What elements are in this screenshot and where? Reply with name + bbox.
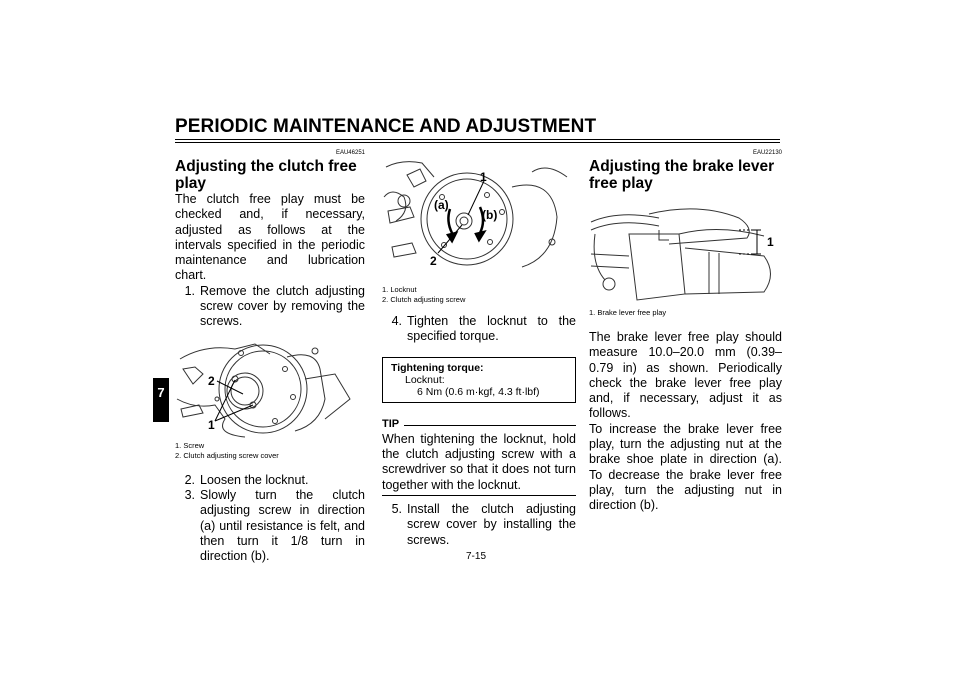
brake-paragraph-1: The brake lever free play should measure 10.0–20.0 mm (0.39–0.79 in) as shown. Periodically check the brake lever free play and, if necessary, adjust it as follows. <box>589 330 782 421</box>
clutch-cover-illustration <box>175 339 365 439</box>
torque-title: Tightening torque: <box>391 361 484 374</box>
column-brake <box>589 150 782 514</box>
figure-caption <box>382 285 576 305</box>
callout-2: 2 <box>208 373 215 388</box>
tip-rule <box>404 425 576 426</box>
brake-paragraph-2: To increase the brake lever free play, turn the adjusting nut at the brake shoe plate in direction (a). To decrease the brake lever free play, turn the adjusting nut in direction (b). <box>589 421 782 513</box>
page-header-title: PERIODIC MAINTENANCE AND ADJUSTMENT <box>175 116 597 137</box>
step-number: 4. <box>391 314 402 328</box>
tip-end-rule <box>382 495 576 496</box>
label-direction-a: (a) <box>434 198 449 212</box>
callout-1: 1 <box>480 170 487 184</box>
step-number: 1. <box>184 283 195 298</box>
step-item <box>382 314 576 345</box>
caption-line: 1. Screw <box>175 440 205 450</box>
step-item <box>175 284 365 330</box>
section-title-clutch: Adjusting the clutch free play <box>175 158 357 192</box>
tip-heading <box>382 417 576 432</box>
torque-item: Locknut: <box>405 373 445 386</box>
tip-text: When tightening the locknut, hold the clutch adjusting screw with a screwdriver so that it does not turn together with the locknut. <box>382 431 576 492</box>
step-list <box>175 473 365 565</box>
callout-1: 1 <box>767 235 774 249</box>
step-text: Loosen the locknut. <box>200 472 309 487</box>
page-number: 7-15 <box>466 551 487 562</box>
section-code: EAU22130 <box>752 150 782 156</box>
figure-caption: 1. Brake lever free play <box>589 308 667 317</box>
callout-2: 2 <box>430 254 437 268</box>
section-title-brake: Adjusting the brake lever free play <box>589 158 775 192</box>
clutch-cover-figure <box>175 339 365 439</box>
step-item <box>175 473 365 488</box>
chapter-tab: 7 <box>153 378 169 422</box>
brake-lever-illustration <box>589 204 782 306</box>
section-code: EAU46251 <box>335 150 365 156</box>
step-list <box>382 502 576 548</box>
step-list <box>382 314 576 345</box>
column-clutch-2 <box>382 157 576 548</box>
caption-line: 2. Clutch adjusting screw <box>382 295 466 304</box>
step-text: Tighten the locknut to the specified torque. <box>407 314 576 344</box>
step-item <box>382 502 576 548</box>
torque-value: 6 Nm (0.6 m·kgf, 4.3 ft·lbf) <box>417 385 540 398</box>
tip-label: TIP <box>382 417 400 430</box>
header-rule <box>175 139 780 143</box>
step-text: Slowly turn the clutch adjusting screw in direction (a) until resistance is felt, and then turn it 1/8 turn in direction (b). <box>200 487 365 564</box>
clutch-intro: The clutch free play must be checked and, if necessary, adjusted as follows at the intervals specified in the periodic maintenance and lubrication chart. <box>175 192 365 283</box>
callout-1: 1 <box>208 417 215 432</box>
step-number: 3. <box>184 487 195 502</box>
locknut-illustration <box>382 157 576 283</box>
figure-caption <box>175 441 365 461</box>
step-text: Remove the clutch adjusting screw cover by removing the screws. <box>200 283 365 329</box>
step-number: 5. <box>391 502 402 517</box>
step-list <box>175 284 365 330</box>
step-item <box>175 488 365 564</box>
locknut-figure <box>382 157 576 283</box>
step-text: Install the clutch adjusting screw cover by installing the screws. <box>407 502 576 547</box>
step-number: 2. <box>184 472 195 487</box>
caption-line: 1. Locknut <box>382 285 417 294</box>
torque-box <box>382 357 576 403</box>
label-direction-b: (b) <box>482 208 498 222</box>
brake-lever-figure <box>589 204 782 306</box>
caption-line: 2. Clutch adjusting screw cover <box>175 450 279 460</box>
column-clutch-1 <box>175 150 365 564</box>
